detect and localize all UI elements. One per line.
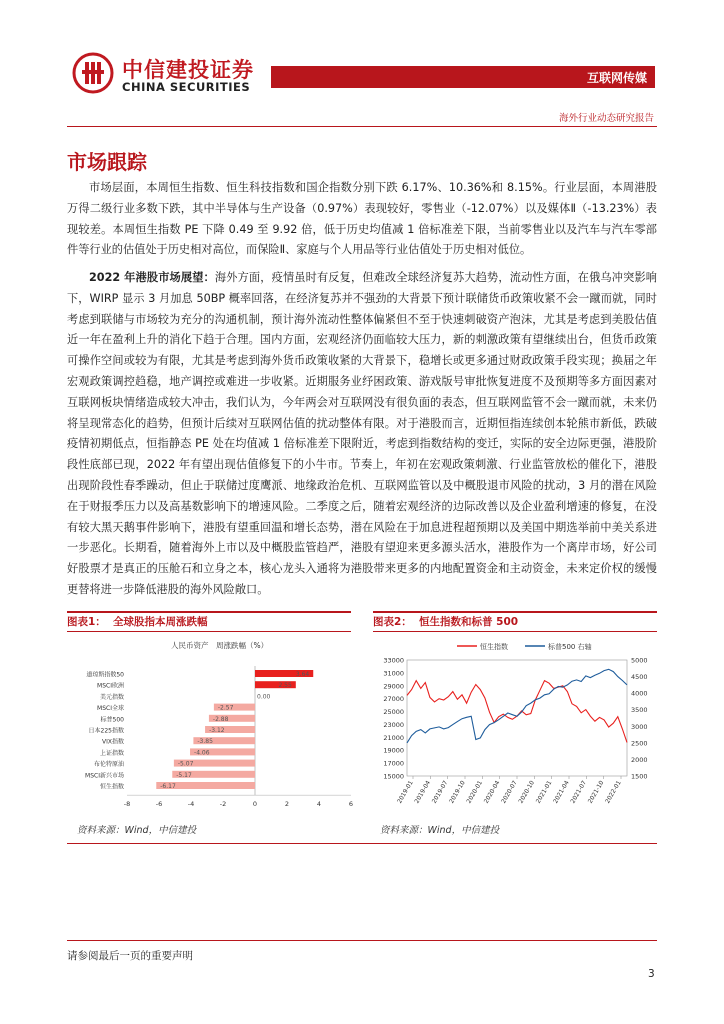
figure-divider bbox=[67, 843, 657, 844]
sector-label: 互联网传媒 bbox=[586, 71, 647, 85]
chart2-x-tick: 2021-07 bbox=[569, 779, 589, 805]
chart2-series-hsi bbox=[407, 681, 627, 743]
chart2-plot-frame bbox=[407, 660, 627, 776]
chart1-title: 人民币资产 周涨跌幅（%） bbox=[171, 641, 269, 650]
chart1-category-label: MSCI全球 bbox=[97, 705, 124, 713]
figure1-title: 全球股指本周涨跌幅 bbox=[113, 616, 208, 628]
chart2-y-left-tick: 27000 bbox=[383, 695, 404, 704]
page-number: 3 bbox=[648, 968, 655, 980]
chart1-value-label: -4.06 bbox=[194, 749, 210, 757]
chart1-value-label: -2.88 bbox=[212, 715, 229, 723]
chart2-y-right-tick: 4000 bbox=[631, 689, 648, 698]
chart1-x-tick: -4 bbox=[187, 800, 195, 809]
chart1-category-label: MSCI欧洲 bbox=[97, 682, 124, 690]
chart2-y-left-tick: 17000 bbox=[383, 759, 404, 768]
disclaimer-note: 请参阅最后一页的重要声明 bbox=[67, 950, 193, 962]
chart2-y-left-tick: 15000 bbox=[383, 772, 404, 781]
chart1-category-label: 上证指数 bbox=[99, 749, 124, 757]
chart2-y-right-tick: 3000 bbox=[631, 722, 648, 731]
paragraph-market bbox=[67, 178, 657, 261]
outlook-lead: 2022 年港股市场展望： bbox=[89, 271, 215, 284]
chart2-y-left-tick: 23000 bbox=[383, 720, 404, 729]
chart2-y-right-tick: 2500 bbox=[631, 739, 648, 748]
chart1-category-label: 道琼斯指数50 bbox=[86, 671, 124, 679]
chart1-category-label: 标普500 bbox=[100, 716, 124, 724]
chart1-x-tick: 6 bbox=[348, 800, 354, 809]
report-type: 海外行业动态研究报告 bbox=[558, 113, 654, 124]
chart1-category-label: 日本225指数 bbox=[88, 727, 124, 735]
section-title: 市场跟踪 bbox=[67, 150, 147, 174]
chart1-value-label: -2.57 bbox=[217, 704, 234, 712]
chart2-y-left-tick: 25000 bbox=[383, 708, 404, 717]
chart2-y-left-tick: 21000 bbox=[383, 733, 404, 742]
chart2-x-tick: 2021-01 bbox=[534, 779, 554, 805]
chart2-x-tick: 2019-10 bbox=[448, 779, 467, 805]
chart2-x-tick: 2019-07 bbox=[430, 779, 450, 805]
chart2-y-left-tick: 33000 bbox=[383, 656, 404, 665]
figure2-title: 恒生指数和标普 500 bbox=[419, 616, 519, 628]
chart2-y-right-tick: 2000 bbox=[631, 755, 648, 764]
chart2-y-right-tick: 4500 bbox=[631, 673, 648, 682]
figure1-header bbox=[67, 611, 351, 632]
chart1-x-tick: -2 bbox=[219, 800, 227, 809]
chart1-x-tick: 2 bbox=[284, 800, 290, 809]
paragraph-outlook bbox=[67, 268, 657, 601]
chart1-category-label: VIX指数 bbox=[102, 738, 124, 746]
chart1-x-tick: -6 bbox=[155, 800, 163, 809]
chart1-value-label: -3.85 bbox=[197, 738, 213, 746]
chart2-x-tick: 2022-01 bbox=[604, 779, 623, 805]
chart2-x-tick: 2020-10 bbox=[517, 779, 537, 805]
chart-line-hsi-spx bbox=[373, 632, 663, 817]
chart1-value-label: 3.64 bbox=[295, 671, 310, 678]
figure2-label: 图表2： bbox=[373, 616, 412, 628]
figure1-source: 资料来源：Wind，中信建投 bbox=[77, 825, 197, 836]
chart2-y-right-tick: 5000 bbox=[631, 656, 648, 665]
chart2-y-left-tick: 19000 bbox=[383, 746, 404, 755]
chart2-x-tick: 2020-07 bbox=[500, 779, 519, 805]
chart2-y-left-tick: 31000 bbox=[383, 669, 404, 678]
chart2-y-right-tick: 3500 bbox=[631, 706, 648, 715]
logo-icon bbox=[72, 52, 114, 94]
chart1-value-label: 0.00 bbox=[257, 693, 271, 701]
chart2-legend-spx: 标普500 右轴 bbox=[548, 643, 592, 651]
figure2-header bbox=[373, 611, 657, 632]
chart1-category-label: 布伦特原油 bbox=[93, 761, 124, 769]
chart2-series-spx bbox=[407, 669, 627, 743]
chart2-x-tick: 2021-04 bbox=[552, 779, 571, 805]
outlook-body: 海外方面，疫情虽时有反复，但难改全球经济复苏大趋势，流动性方面，在俄乌冲突影响下，WIRP 显示 3 月加息 50BP 概率回落，在经济复苏并不强劲的大背景下预计联储货币政策收紧不会一蹴而就，同时考虑到联储与市场较为充分的沟通机制，预计海外流动性整体偏紧但不至于快速刺破资产泡沫，尤其是考虑到美股估值近一年在盈利上升的消化下趋于合理。国内方面，宏观经济仍面临较大压力，新的刺激政策有望继续出台，但货币政策可操作空间或较为有限，尤其是考虑到海外货币政策收紧的大背景下，稳增长或更多通过财政政策手段实现；换届之年宏观政策调控趋稳，地产调控或难进一步收紧。近期服务业纾困政策、游戏版号审批恢复进度不及预期等多方面因素对互联网板块情绪造成较大冲击，我们认为，今年两会对互联网没有很负面的表态，但互联网监管不会一蹴而就，未来仍将呈现常态化的趋势，但预计后续对互联网估值的扰动整体有限。对于港股而言，近期恒指连续创本轮熊市新低，跌破疫情初期低点，恒指静态 PE 处在均值减 1 倍标准差下限附近，考虑到指数结构的变迁，实际的安全边际更强，港股阶段性底部已现，2022 年有望出现估值修复下的小牛市。节奏上，年初在宏观政策刺激、行业监管放松的催化下，港股出现阶段性春季躁动，但止于联储过度鹰派、地缘政治危机、互联网监管以及中概股退市风险的扰动，3 月的潜在风险在于财报季压力以及高基数影响下的增速风险。二季度之后，随着宏观经济的边际改善以及企业盈利增速的修复，在没有较大黑天鹅事件影响下，港股有望重回温和增长态势，潜在风险在于加息进程超预期以及美国中期选举前中美关系进一步恶化。长期看，随着海外上市以及中概股监管趋严，港股有望迎来更多源头活水，港股作为一个离岸市场，好公司好股票才是真正的压舱石和立身之本，核心龙头入通将为港股带来更多的内地配置资金和主动资金，未来定价权的缓慢更替将进一步降低港股的海外风险敞口。 bbox=[67, 271, 657, 596]
chart2-x-tick: 2019-04 bbox=[413, 779, 433, 805]
chart1-x-tick: 0 bbox=[252, 800, 258, 809]
chart1-value-label: 2.55 bbox=[278, 682, 292, 690]
chart2-x-tick: 2020-01 bbox=[465, 779, 485, 805]
paragraph-market-text: 市场层面，本周恒生指数、恒生科技指数和国企指数分别下跌 6.17%、10.36%和 8.15%。行业层面，本周港股万得二级行业多数下跌，其中半导体与生产设备（0.97%）表现较好，零售业（-12.07%）以及媒体Ⅱ（-13.23%）表现较差。本周恒生指数 PE 下降 0.49 至 9.92 倍，低于历史均值减 1 倍标准差下限，当前零售业以及汽车与汽车零部件等行业的估值处于历史相对高位，而保险Ⅱ、家庭与个人用品等行业估值处于历史相对低位。 bbox=[67, 181, 657, 257]
chart1-value-label: -5.07 bbox=[177, 760, 194, 768]
logo-text-cn: 中信建投证券 bbox=[122, 58, 254, 82]
chart2-x-tick: 2020-04 bbox=[482, 779, 502, 805]
sector-banner bbox=[271, 66, 655, 88]
chart1-value-label: -3.12 bbox=[209, 727, 225, 734]
figure2-source: 资料来源：Wind，中信建投 bbox=[380, 825, 500, 836]
chart1-category-label: 恒生指数 bbox=[99, 783, 124, 791]
chart1-x-tick: 4 bbox=[316, 800, 322, 809]
chart1-category-label: MSCI新兴市场 bbox=[85, 772, 124, 780]
chart2-x-tick: 2021-10 bbox=[586, 779, 606, 805]
chart2-x-tick: 2019-01 bbox=[396, 779, 415, 805]
figure1-label: 图表1： bbox=[67, 616, 106, 628]
chart1-value-label: -5.17 bbox=[176, 771, 192, 779]
chart2-y-right-tick: 1500 bbox=[631, 772, 648, 781]
chart1-category-label: 美元指数 bbox=[99, 693, 124, 701]
chart-bar-global-indices bbox=[67, 632, 357, 817]
footer-divider bbox=[67, 940, 657, 941]
chart1-x-tick: -8 bbox=[123, 800, 131, 809]
header-divider bbox=[67, 126, 657, 127]
chart2-y-left-tick: 29000 bbox=[383, 682, 404, 691]
chart2-legend-hsi: 恒生指数 bbox=[480, 643, 508, 651]
logo-text-en: CHINA SECURITIES bbox=[122, 80, 251, 94]
chart1-value-label: -6.17 bbox=[160, 783, 176, 790]
